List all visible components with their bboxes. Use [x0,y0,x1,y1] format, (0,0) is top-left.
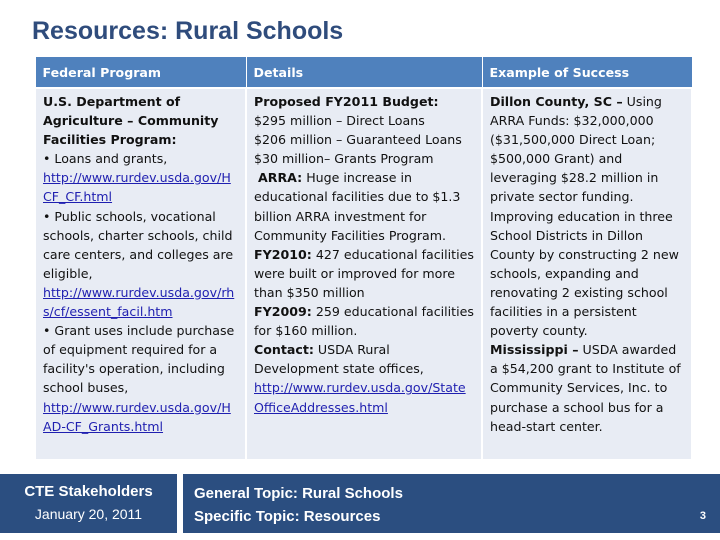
cell-example-of-success [482,88,692,460]
state-offices-link[interactable]: http://www.rurdev.usda.gov/StateOfficeAddresses.html [254,380,466,415]
budget-direct-loans: $295 million – Direct Loans [254,113,425,129]
fy2010-text: 427 educational facilities were built or improved for more than $350 million [254,246,474,300]
footer-general-topic: General Topic: Rural Schools [194,485,403,502]
contact-paragraph [254,340,474,378]
program-name: U.S. Department of Agriculture – Community Facilities Program: [43,94,219,148]
header-federal-program: Federal Program [35,57,246,89]
footer-specific-topic: Specific Topic: Resources [194,508,381,525]
contact-text: USDA Rural Development state offices, [254,342,424,377]
dillon-text: Using ARRA Funds: $32,000,000 ($31,500,000 Direct Loan; $500,000 Grant) and leveraging $28.2 million in private sector funding. Improving education in three School Districts in Dillon County by constructing 2 new schools, expanding and renovating 2 existing school facilities in a persistent poverty county. [490,94,679,339]
mississippi-text: USDA awarded a $54,200 grant to Institute of Community Services, Inc. to purchase a school bus for a head-start center. [490,342,681,434]
arra-paragraph [254,168,474,244]
footer-stakeholders-box [0,474,177,533]
table-row [35,88,692,460]
cf-grants-link[interactable]: http://www.rurdev.usda.gov/HAD-CF_Grants.html [43,399,231,434]
budget-guaranteed-loans: $206 million – Guaranteed Loans [254,132,462,148]
table-header-row [35,57,692,89]
cell-federal-program [35,88,246,460]
page-number: 3 [699,510,706,522]
fy2010-label: FY2010: [254,246,312,262]
dillon-label: Dillon County, SC – [490,94,623,109]
bullet-loans-grants: • Loans and grants, [43,151,168,167]
hcf-cf-link[interactable]: http://www.rurdev.usda.gov/HCF_CF.html [43,170,231,205]
bullet-grant-uses: • Grant uses include purchase of equipment required for a facility's operation, including school buses, [43,323,235,396]
fy2009-text: 259 educational facilities for $160 million. [254,304,474,339]
mississippi-label: Mississippi – [490,342,579,358]
bullet-eligibility: • Public schools, vocational schools, charter schools, child care centers, and colleges are eligible, [43,208,234,281]
slide-title: Resources: Rural Schools [32,17,344,45]
fy2010-paragraph [254,245,474,302]
arra-label: ARRA: [258,170,303,186]
footer-topic-box [183,474,720,533]
fy2009-paragraph [254,302,474,340]
fy2009-label: FY2009: [254,304,312,320]
budget-label: Proposed FY2011 Budget: [254,94,439,109]
arra-text: Huge increase in educational facilities due to $1.3 billion ARRA investment for Community Facilities Program. [254,170,461,243]
essent-facil-link[interactable]: http://www.rurdev.usda.gov/rhs/cf/essent_facil.htm [43,284,235,320]
footer-stakeholders: CTE Stakeholders [24,483,153,500]
dillon-paragraph [490,92,684,340]
header-details: Details [246,57,482,89]
footer-date: January 20, 2011 [34,506,143,522]
header-example-of-success: Example of Success [482,57,692,89]
contact-label: Contact: [254,342,314,358]
budget-grants-program: $30 million– Grants Program [254,151,434,167]
cell-details [246,88,482,460]
mississippi-paragraph [490,340,684,435]
resources-table [34,56,693,461]
